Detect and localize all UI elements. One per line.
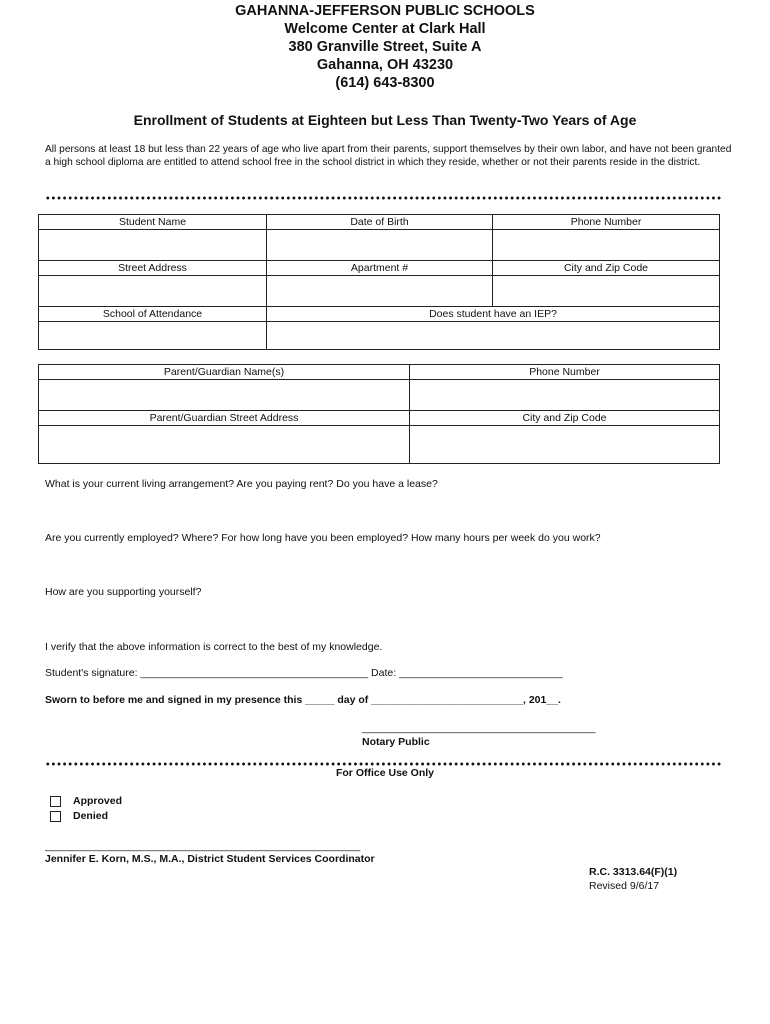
- city-zip-field[interactable]: [493, 276, 720, 307]
- coordinator-signature-line[interactable]: ______________________________________________________: [45, 840, 361, 852]
- approved-label: Approved: [73, 795, 123, 807]
- date-of-birth-field[interactable]: [267, 230, 493, 261]
- intro-paragraph: All persons at least 18 but less than 22 years of age who live apart from their parents, support themselves by their own labor, and have not been granted a high school diploma are entitled to attend school free in the school district in which they reside, whether or not their parents reside in the district.: [45, 144, 732, 169]
- apartment-label: Apartment #: [267, 261, 493, 276]
- date-of-birth-label: Date of Birth: [267, 215, 493, 230]
- phone-number-label: Phone Number: [493, 215, 720, 230]
- rc-code: R.C. 3313.64(F)(1): [589, 866, 678, 878]
- dotted-divider: [45, 196, 722, 200]
- parent-city-zip-field[interactable]: [410, 426, 720, 464]
- parent-phone-field[interactable]: [410, 380, 720, 411]
- student-name-field[interactable]: [39, 230, 267, 261]
- form-title: Enrollment of Students at Eighteen but Less Than Twenty-Two Years of Age: [133, 112, 637, 128]
- parent-address-label: Parent/Guardian Street Address: [39, 411, 410, 426]
- street-address: 380 Granville Street, Suite A: [288, 39, 482, 55]
- city-state-zip: Gahanna, OH 43230: [316, 57, 454, 73]
- parent-city-zip-label: City and Zip Code: [410, 411, 720, 426]
- street-address-label: Street Address: [39, 261, 267, 276]
- dotted-divider-2: [45, 762, 722, 766]
- phone: (614) 643-8300: [335, 75, 435, 91]
- parent-name-field[interactable]: [39, 380, 410, 411]
- apartment-field[interactable]: [267, 276, 493, 307]
- school-name: GAHANNA-JEFFERSON PUBLIC SCHOOLS: [235, 3, 535, 19]
- denied-label: Denied: [73, 810, 109, 822]
- question-employed: Are you currently employed? Where? For how long have you been employed? How many hours per week do you work?: [45, 532, 601, 544]
- phone-number-field[interactable]: [493, 230, 720, 261]
- sworn-statement: Sworn to before me and signed in my presence this _____ day of __________________________, 201__.: [45, 694, 561, 706]
- question-supporting: How are you supporting yourself?: [45, 586, 202, 598]
- notary-signature-line[interactable]: ________________________________________: [362, 722, 596, 734]
- student-info-table: [38, 214, 720, 350]
- coordinator-name: Jennifer E. Korn, M.S., M.A., District Student Services Coordinator: [45, 853, 375, 865]
- student-name-label: Student Name: [39, 215, 267, 230]
- approved-checkbox[interactable]: [50, 796, 61, 807]
- parent-address-field[interactable]: [39, 426, 410, 464]
- question-living: What is your current living arrangement? Are you paying rent? Do you have a lease?: [45, 478, 438, 490]
- parent-name-label: Parent/Guardian Name(s): [39, 365, 410, 380]
- office-use-heading: For Office Use Only: [335, 767, 435, 779]
- verify-statement: I verify that the above information is correct to the best of my knowledge.: [45, 641, 383, 653]
- revised-date: Revised 9/6/17: [589, 880, 660, 892]
- street-address-field[interactable]: [39, 276, 267, 307]
- city-zip-label: City and Zip Code: [493, 261, 720, 276]
- signature-line[interactable]: Student's signature: _______________________________________ Date: ____________________________: [45, 667, 563, 679]
- welcome-center: Welcome Center at Clark Hall: [284, 21, 486, 37]
- school-field[interactable]: [39, 322, 267, 350]
- iep-label: Does student have an IEP?: [267, 307, 720, 322]
- iep-field[interactable]: [267, 322, 720, 350]
- denied-checkbox[interactable]: [50, 811, 61, 822]
- parent-info-table: [38, 364, 720, 464]
- parent-phone-label: Phone Number: [410, 365, 720, 380]
- school-label: School of Attendance: [39, 307, 267, 322]
- notary-label: Notary Public: [362, 736, 430, 748]
